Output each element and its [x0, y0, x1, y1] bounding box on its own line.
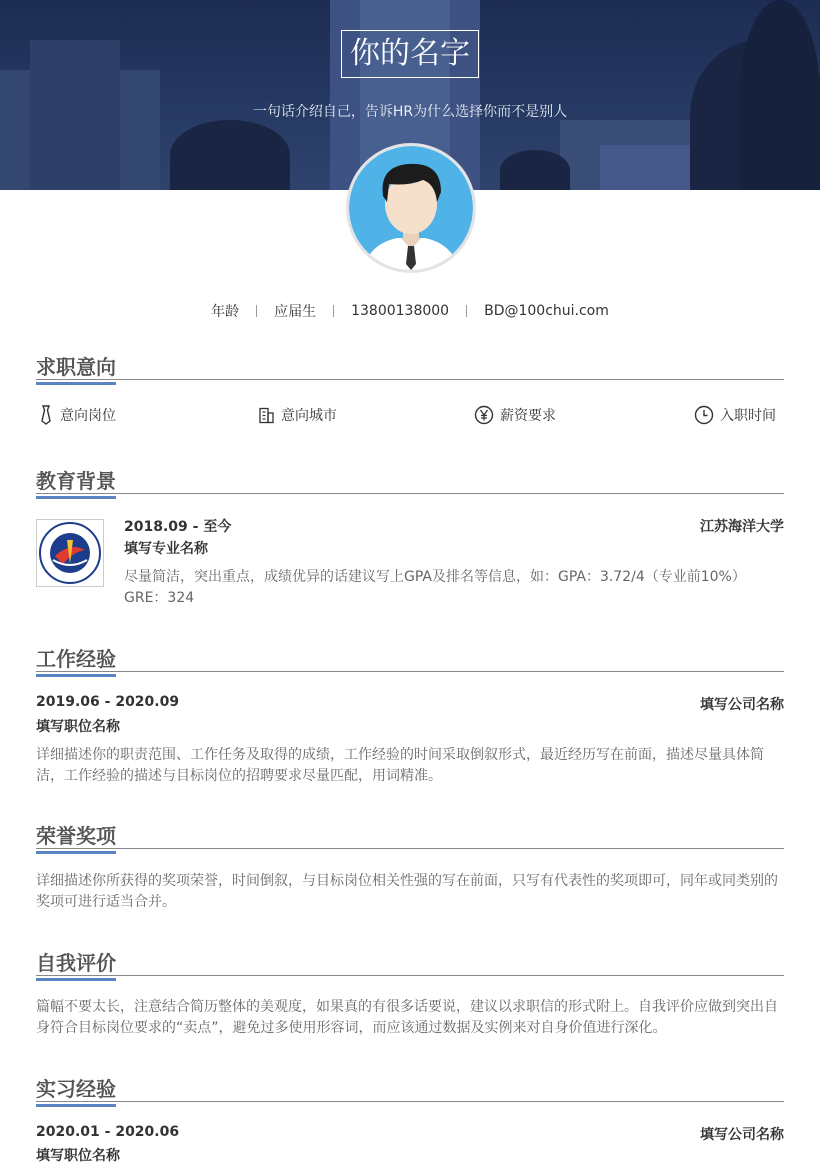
work-desc: 详细描述你的职责范围、工作任务及取得的成绩，工作经验的时间采取倒叙形式，最近经历写在前面，描述尽量具体简洁，工作经验的描述与目标岗位的招聘要求尽量匹配，用词精准。 [36, 747, 764, 784]
honors-desc: 详细描述你所获得的奖项荣誉，时间倒叙，与目标岗位相关性强的写在前面，只写有代表性的奖项即可，同年或同类别的奖项可进行适当合并。 [36, 873, 778, 910]
section-title: 教育背景 [36, 465, 116, 499]
clock-icon [694, 405, 714, 425]
contact-info [0, 301, 820, 321]
intent-city [258, 405, 337, 425]
intent-label: 意向城市 [281, 408, 337, 424]
education-date: 2018.09 - 至今 [124, 519, 232, 535]
section-title: 工作经验 [36, 643, 116, 677]
intern-date: 2020.01 - 2020.06 [36, 1124, 180, 1140]
school-name: 江苏海洋大学 [700, 519, 784, 535]
section-self [36, 949, 784, 976]
email[interactable]: BD@100chui.com [484, 303, 609, 319]
section-title: 自我评价 [36, 947, 116, 981]
intern-company-name: 填写公司名称 [700, 1127, 784, 1143]
major-name: 填写专业名称 [124, 541, 208, 557]
education-header [124, 516, 784, 536]
intent-label: 入职时间 [720, 408, 776, 424]
section-education [36, 467, 784, 494]
building-icon [258, 407, 275, 424]
intent-row [36, 405, 784, 425]
company-name: 填写公司名称 [700, 697, 784, 713]
work-header [36, 694, 784, 714]
age: 年龄 [211, 304, 240, 320]
phone: 13800138000 [351, 303, 450, 319]
intent-position [38, 405, 116, 425]
intern-header [36, 1124, 784, 1144]
intent-salary [474, 405, 556, 425]
avatar [346, 143, 476, 273]
section-title: 荣誉奖项 [36, 820, 116, 854]
section-title: 实习经验 [36, 1073, 116, 1107]
section-intern [36, 1075, 784, 1102]
position-name: 填写职位名称 [36, 719, 120, 735]
divider [256, 305, 257, 317]
divider [466, 305, 467, 317]
section-honors [36, 822, 784, 849]
section-title: 求职意向 [36, 351, 116, 385]
section-intent [36, 353, 784, 380]
yen-icon [474, 405, 494, 425]
education-desc: 尽量简洁，突出重点，成绩优异的话建议写上GPA及排名等信息，如：GPA：3.72/4（专业前10%） GRE：324 [124, 569, 746, 606]
tie-icon [38, 405, 54, 425]
self-desc: 篇幅不要太长，注意结合简历整体的美观度，如果真的有很多话要说，建议以求职信的形式附上。自我评价应做到突出自身符合目标岗位要求的“卖点”，避免过多使用形容词，而应该通过数据及实例来对自身价值进行深化。 [36, 999, 778, 1036]
divider [333, 305, 334, 317]
intent-label: 意向岗位 [60, 408, 116, 424]
section-work [36, 645, 784, 672]
avatar-illustration [349, 146, 473, 270]
university-logo [36, 519, 104, 587]
work-date: 2019.06 - 2020.09 [36, 694, 180, 710]
intent-label: 薪资要求 [500, 408, 556, 424]
intent-start [694, 405, 776, 425]
tagline: 一句话介绍自己，告诉HR为什么选择你而不是别人 [252, 104, 568, 120]
status: 应届生 [274, 304, 317, 320]
intern-position-name: 填写职位名称 [36, 1148, 120, 1164]
resume-name: 你的名字 [341, 30, 479, 78]
